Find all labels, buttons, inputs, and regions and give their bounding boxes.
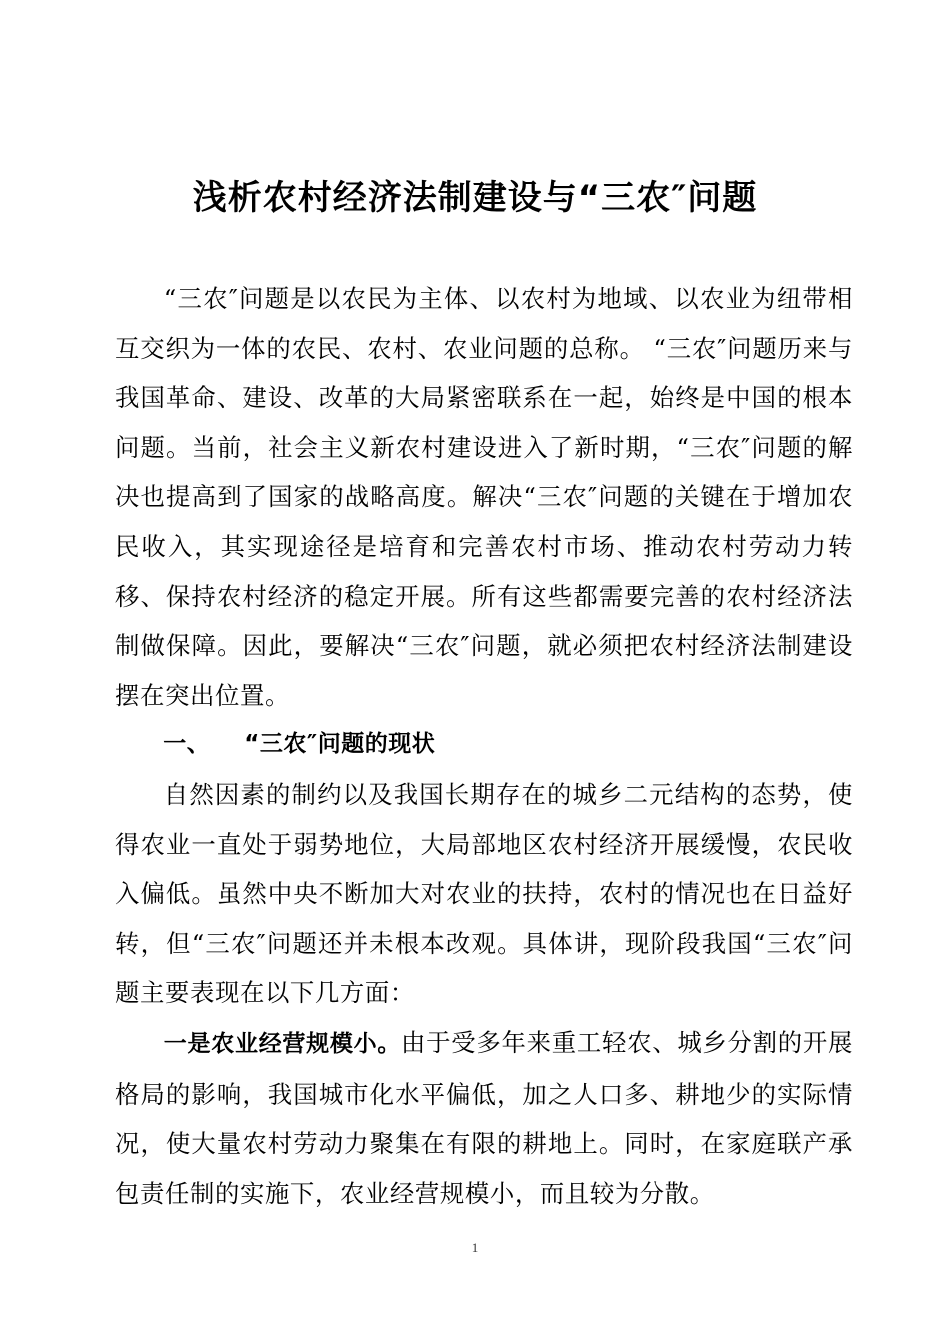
document-body xyxy=(115,274,853,1218)
section-heading xyxy=(115,720,853,770)
point-paragraph xyxy=(115,1018,853,1218)
document-title: 浅析农村经济法制建设与“三农″问题 xyxy=(192,178,758,218)
intro-paragraph: “三农″问题是以农民为主体、以农村为地域、以农业为纽带相互交织为一体的农民、农村、农业问题的总称。 “三农″问题历来与我国革命、建设、改革的大局紧密联系在一起，始终是中国的根本问题。当前，社会主义新农村建设进入了新时期，“三农″问题的解决也提高到了国家的战略高度。解决“三农″问题的关键在于增加农民收入，其实现途径是培育和完善农村市场、推动农村劳动力转移、保持农村经济的稳定开展。所有这些都需要完善的农村经济法制做保障。因此，要解决“三农″问题，就必须把农村经济法制建设摆在突出位置。 xyxy=(115,284,853,710)
page-number: 1 xyxy=(471,1240,479,1255)
section-paragraph: 自然因素的制约以及我国长期存在的城乡二元结构的态势，使得农业一直处于弱势地位，大局部地区农村经济开展缓慢，农民收入偏低。虽然中央不断加大对农业的扶持，农村的情况也在日益好转，但“三农″问题还并未根本改观。具体讲，现阶段我国“三农″问题主要表现在以下几方面： xyxy=(115,779,853,1008)
point-lead: 一是农业经营规模小。 xyxy=(163,1030,402,1057)
section-heading-text: “三农″问题的现状 xyxy=(244,731,436,758)
point-text: 由于受多年来重工轻农、城乡分割的开展格局的影响，我国城市化水平偏低，加之人口多、耕地少的实际情况，使大量农村劳动力聚集在有限的耕地上。同时，在家庭联产承包责任制的实施下，农业经营规模小，而且较为分散。 xyxy=(115,1027,853,1208)
section-number: 一、 xyxy=(163,731,211,758)
